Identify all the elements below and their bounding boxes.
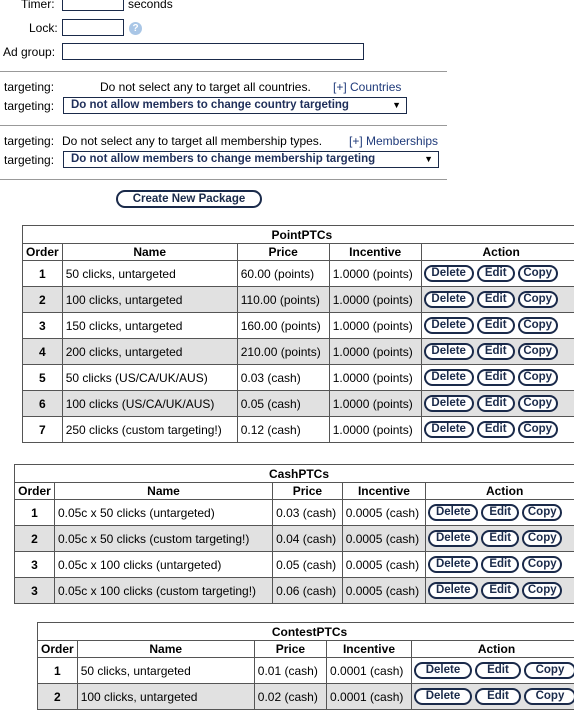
copy-button[interactable]: Copy bbox=[522, 504, 562, 521]
column-header-price: Price bbox=[237, 244, 329, 261]
table-row bbox=[23, 339, 574, 365]
table-title: PointPTCs bbox=[23, 226, 574, 244]
add-memberships-link[interactable]: [+] Memberships bbox=[349, 134, 438, 148]
cell-incentive: 0.0005 (cash) bbox=[342, 500, 426, 526]
divider bbox=[0, 125, 447, 126]
cell-incentive: 0.0005 (cash) bbox=[342, 526, 426, 552]
cell-order: 1 bbox=[23, 261, 63, 287]
copy-button[interactable]: Copy bbox=[518, 395, 558, 412]
cell-price: 0.05 (cash) bbox=[237, 391, 329, 417]
cell-order: 1 bbox=[15, 500, 55, 526]
column-header-incentive: Incentive bbox=[329, 244, 421, 261]
column-header-price: Price bbox=[273, 483, 343, 500]
table-row bbox=[23, 287, 574, 313]
copy-button[interactable]: Copy bbox=[522, 556, 562, 573]
cell-action bbox=[421, 339, 574, 365]
delete-button[interactable]: Delete bbox=[424, 265, 474, 282]
cell-name: 100 clicks, untargeted bbox=[62, 287, 237, 313]
cell-price: 160.00 (points) bbox=[237, 313, 329, 339]
create-package-button[interactable]: Create New Package bbox=[116, 190, 262, 208]
cell-price: 0.06 (cash) bbox=[273, 578, 343, 604]
pointptcs-table bbox=[22, 225, 574, 443]
column-header-name: Name bbox=[77, 641, 254, 658]
help-icon[interactable]: ? bbox=[129, 22, 142, 35]
column-header-name: Name bbox=[54, 483, 272, 500]
table-row bbox=[23, 417, 574, 443]
timer-unit-label: seconds bbox=[128, 0, 173, 11]
copy-button[interactable]: Copy bbox=[518, 343, 558, 360]
edit-button[interactable]: Edit bbox=[481, 582, 519, 599]
ad-group-label: Ad group: bbox=[3, 45, 55, 59]
cell-price: 210.00 (points) bbox=[237, 339, 329, 365]
cell-incentive: 0.0001 (cash) bbox=[327, 684, 412, 710]
copy-button[interactable]: Copy bbox=[518, 291, 558, 308]
cell-order: 3 bbox=[15, 552, 55, 578]
delete-button[interactable]: Delete bbox=[414, 662, 472, 679]
table-row bbox=[23, 391, 574, 417]
table-row bbox=[15, 500, 574, 526]
cell-order: 3 bbox=[23, 313, 63, 339]
column-header-action: Action bbox=[421, 244, 574, 261]
divider bbox=[0, 179, 447, 180]
cell-action bbox=[426, 526, 574, 552]
membership-targeting-label: targeting: bbox=[4, 134, 54, 148]
column-header-order: Order bbox=[15, 483, 55, 500]
copy-button[interactable]: Copy bbox=[524, 662, 574, 679]
membership-targeting-select[interactable] bbox=[63, 151, 439, 168]
cell-name: 250 clicks (custom targeting!) bbox=[62, 417, 237, 443]
country-select-label: targeting: bbox=[4, 99, 54, 113]
cashptcs-table-wrap bbox=[14, 464, 574, 609]
cell-incentive: 1.0000 (points) bbox=[329, 417, 421, 443]
cell-order: 2 bbox=[23, 287, 63, 313]
cell-order: 7 bbox=[23, 417, 63, 443]
cell-name: 50 clicks (US/CA/UK/AUS) bbox=[62, 365, 237, 391]
cell-order: 4 bbox=[23, 339, 63, 365]
delete-button[interactable]: Delete bbox=[428, 582, 478, 599]
membership-targeting-hint: Do not select any to target all membership types. bbox=[62, 134, 322, 148]
cell-incentive: 1.0000 (points) bbox=[329, 391, 421, 417]
copy-button[interactable]: Copy bbox=[524, 688, 574, 705]
table-row bbox=[15, 526, 574, 552]
cell-name: 150 clicks, untargeted bbox=[62, 313, 237, 339]
cell-name: 0.05c x 100 clicks (custom targeting!) bbox=[54, 578, 272, 604]
column-header-action: Action bbox=[426, 483, 574, 500]
cell-incentive: 1.0000 (points) bbox=[329, 287, 421, 313]
column-header-incentive: Incentive bbox=[327, 641, 412, 658]
cell-name: 0.05c x 50 clicks (untargeted) bbox=[54, 500, 272, 526]
lock-input[interactable] bbox=[62, 19, 124, 36]
delete-button[interactable]: Delete bbox=[424, 291, 474, 308]
cell-name: 0.05c x 50 clicks (custom targeting!) bbox=[54, 526, 272, 552]
edit-button[interactable]: Edit bbox=[477, 265, 515, 282]
cell-order: 5 bbox=[23, 365, 63, 391]
cashptcs-table bbox=[14, 464, 574, 604]
column-header-order: Order bbox=[38, 641, 78, 658]
cell-order: 2 bbox=[15, 526, 55, 552]
cell-action bbox=[411, 658, 574, 684]
cell-price: 110.00 (points) bbox=[237, 287, 329, 313]
timer-input[interactable] bbox=[62, 0, 124, 11]
cell-name: 50 clicks, untargeted bbox=[62, 261, 237, 287]
cell-name: 100 clicks (US/CA/UK/AUS) bbox=[62, 391, 237, 417]
cell-incentive: 0.0005 (cash) bbox=[342, 578, 426, 604]
membership-select-label: targeting: bbox=[4, 153, 54, 167]
table-row bbox=[23, 365, 574, 391]
divider bbox=[0, 71, 447, 72]
pointptcs-table-wrap bbox=[22, 225, 574, 451]
cell-incentive: 1.0000 (points) bbox=[329, 261, 421, 287]
delete-button[interactable]: Delete bbox=[414, 688, 472, 705]
cell-name: 0.05c x 100 clicks (untargeted) bbox=[54, 552, 272, 578]
column-header-name: Name bbox=[62, 244, 237, 261]
copy-button[interactable]: Copy bbox=[518, 317, 558, 334]
cell-price: 0.04 (cash) bbox=[273, 526, 343, 552]
cell-name: 50 clicks, untargeted bbox=[77, 658, 254, 684]
delete-button[interactable]: Delete bbox=[424, 369, 474, 386]
cell-incentive: 1.0000 (points) bbox=[329, 339, 421, 365]
edit-button[interactable]: Edit bbox=[481, 556, 519, 573]
table-row bbox=[23, 313, 574, 339]
cell-price: 0.02 (cash) bbox=[254, 684, 326, 710]
cell-action bbox=[421, 417, 574, 443]
column-header-order: Order bbox=[23, 244, 63, 261]
column-header-incentive: Incentive bbox=[342, 483, 426, 500]
cell-action bbox=[421, 365, 574, 391]
delete-button[interactable]: Delete bbox=[428, 504, 478, 521]
cell-order: 6 bbox=[23, 391, 63, 417]
table-row bbox=[38, 658, 574, 684]
delete-button[interactable]: Delete bbox=[424, 395, 474, 412]
country-targeting-hint: Do not select any to target all countries. bbox=[100, 80, 311, 94]
lock-label: Lock: bbox=[29, 21, 58, 35]
edit-button[interactable]: Edit bbox=[477, 291, 515, 308]
country-targeting-select[interactable] bbox=[63, 97, 407, 114]
cell-incentive: 0.0005 (cash) bbox=[342, 552, 426, 578]
delete-button[interactable]: Delete bbox=[424, 343, 474, 360]
copy-button[interactable]: Copy bbox=[518, 369, 558, 386]
table-row bbox=[15, 578, 574, 604]
cell-action bbox=[426, 552, 574, 578]
cell-order: 3 bbox=[15, 578, 55, 604]
edit-button[interactable]: Edit bbox=[477, 343, 515, 360]
table-row bbox=[23, 261, 574, 287]
add-countries-link[interactable]: [+] Countries bbox=[333, 80, 401, 94]
ad-group-input[interactable] bbox=[62, 43, 364, 60]
copy-button[interactable]: Copy bbox=[518, 421, 558, 438]
delete-button[interactable]: Delete bbox=[428, 530, 478, 547]
cell-incentive: 0.0001 (cash) bbox=[327, 658, 412, 684]
cell-incentive: 1.0000 (points) bbox=[329, 313, 421, 339]
cell-order: 1 bbox=[38, 658, 78, 684]
timer-label: Timer: bbox=[21, 0, 55, 11]
edit-button[interactable]: Edit bbox=[477, 395, 515, 412]
cell-name: 100 clicks, untargeted bbox=[77, 684, 254, 710]
cell-price: 0.05 (cash) bbox=[273, 552, 343, 578]
edit-button[interactable]: Edit bbox=[475, 662, 521, 679]
edit-button[interactable]: Edit bbox=[481, 530, 519, 547]
cell-name: 200 clicks, untargeted bbox=[62, 339, 237, 365]
cell-price: 0.01 (cash) bbox=[254, 658, 326, 684]
table-title: ContestPTCs bbox=[38, 623, 574, 641]
cell-action bbox=[411, 684, 574, 710]
copy-button[interactable]: Copy bbox=[522, 530, 562, 547]
cell-action bbox=[421, 391, 574, 417]
dropdown-arrow-icon: ▼ bbox=[424, 152, 433, 167]
table-title: CashPTCs bbox=[15, 465, 574, 483]
edit-button[interactable]: Edit bbox=[477, 421, 515, 438]
membership-select-value: Do not allow members to change membership targeting bbox=[71, 153, 375, 165]
cell-action bbox=[421, 261, 574, 287]
cell-price: 0.03 (cash) bbox=[237, 365, 329, 391]
table-row bbox=[38, 684, 574, 710]
copy-button[interactable]: Copy bbox=[518, 265, 558, 282]
cell-price: 60.00 (points) bbox=[237, 261, 329, 287]
column-header-price: Price bbox=[254, 641, 326, 658]
edit-button[interactable]: Edit bbox=[475, 688, 521, 705]
delete-button[interactable]: Delete bbox=[428, 556, 478, 573]
delete-button[interactable]: Delete bbox=[424, 317, 474, 334]
cell-action bbox=[426, 578, 574, 604]
contestptcs-table bbox=[37, 622, 574, 710]
copy-button[interactable]: Copy bbox=[522, 582, 562, 599]
table-row bbox=[15, 552, 574, 578]
country-targeting-label: targeting: bbox=[4, 80, 54, 94]
column-header-action: Action bbox=[411, 641, 574, 658]
country-select-value: Do not allow members to change country targeting bbox=[71, 99, 349, 111]
edit-button[interactable]: Edit bbox=[477, 317, 515, 334]
cell-price: 0.03 (cash) bbox=[273, 500, 343, 526]
edit-button[interactable]: Edit bbox=[477, 369, 515, 386]
cell-action bbox=[421, 287, 574, 313]
cell-price: 0.12 (cash) bbox=[237, 417, 329, 443]
cell-action bbox=[426, 500, 574, 526]
cell-action bbox=[421, 313, 574, 339]
cell-order: 2 bbox=[38, 684, 78, 710]
cell-incentive: 1.0000 (points) bbox=[329, 365, 421, 391]
dropdown-arrow-icon: ▼ bbox=[392, 98, 401, 113]
edit-button[interactable]: Edit bbox=[481, 504, 519, 521]
delete-button[interactable]: Delete bbox=[424, 421, 474, 438]
